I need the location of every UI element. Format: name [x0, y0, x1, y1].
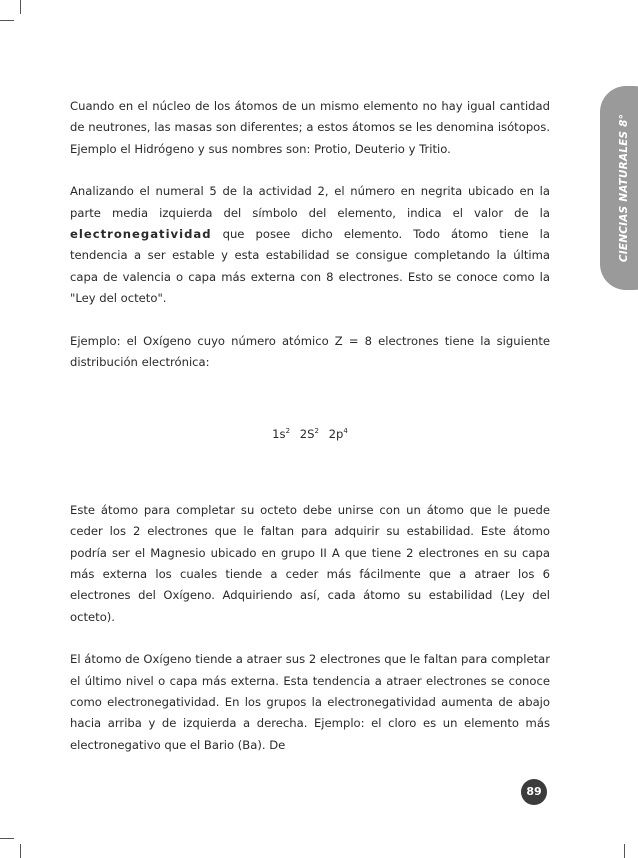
paragraph-ejemplo: Ejemplo: el Oxígeno cuyo número atómico Z = 8 electrones tiene la siguiente distribución electrónica: [70, 333, 550, 370]
section-tab-label: CIENCIAS NATURALES 8° [618, 113, 630, 263]
paragraph-octeto: Este átomo para completar su octeto debe unirse con un átomo que le puede ceder los 2 electrones que le faltan para adquirir su estabilidad. Este átomo podría ser el Magnesio ubicado en grupo II A que tiene 2 electrones en su capa más externa los cuales tiende a ceder más fácilmente que a atraer los 6 electrones del Oxígeno. Adquiriendo así, cada átomo su estabilidad (Ley del octeto). [70, 502, 550, 624]
paragraph-isotopos: Cuando en el núcleo de los átomos de un mismo elemento no hay igual cantidad de neutrones, las masas son diferentes; a estos átomos se les denomina isótopos. Ejemplo el Hidrógeno y sus nombres son: Protio, Deuterio y Tritio. [70, 99, 550, 156]
orbital-exponent: 2 [285, 427, 291, 436]
page-number: 89 [521, 779, 547, 805]
crop-mark [20, 0, 21, 14]
orbital-term: 1s [272, 427, 286, 442]
orbital-term: 2S [299, 427, 315, 442]
orbital-term: 2p [328, 427, 344, 442]
orbital-exponent: 2 [314, 427, 319, 436]
paragraph-oxigeno: El átomo de Oxígeno tiende a atraer sus 2 electrones que le faltan para completar el último nivel o capa más externa. Esta tendencia a atraer electrones se conoce como electronegatividad. En los grupos la electronegatividad aumenta de abajo hacia arriba y de izquierda a derecha. Ejemplo: el cloro es un elemento más electronegativo que el Bario (Ba). De [70, 652, 550, 752]
crop-mark [624, 844, 625, 858]
crop-mark [0, 20, 14, 21]
bold-term: electronegatividad [70, 227, 212, 242]
paragraph-text: Analizando el numeral 5 de la actividad 2, el número en negrita ubicado en la parte media izquierda del símbolo del elemento, indica el valor de la [70, 184, 550, 220]
crop-mark [20, 844, 21, 858]
orbital-exponent: 4 [343, 427, 348, 436]
paragraph-text: que posee dicho elemento. Todo átomo tiene la tendencia a ser estable y esta estabilidad se consigue completando la última capa de valencia o capa más externa con 8 electrones. Esto se conoce como la "Ley del octeto". [70, 227, 550, 306]
crop-mark [0, 838, 14, 839]
page-body [70, 96, 550, 777]
electron-configuration [70, 421, 550, 445]
paragraph-electronegatividad [70, 181, 550, 309]
